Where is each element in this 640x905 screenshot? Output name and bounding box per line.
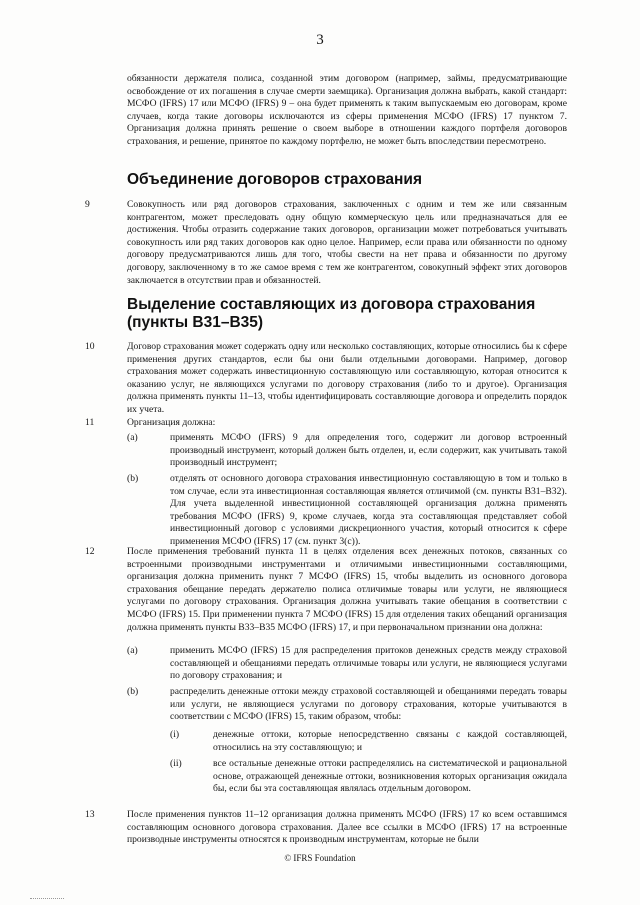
- paragraph-number-13: 13: [85, 809, 95, 820]
- paragraph-number-9: 9: [85, 199, 90, 210]
- paragraph-12-item-b-i-label: (i): [170, 729, 180, 740]
- paragraph-number-11: 11: [85, 417, 95, 428]
- paragraph-9-text: Совокупность или ряд договоров страхования, заключенных с одним и тем же или связанным контрагентом, может преследовать одну общую коммерческую цель или предназначаться для ее достижения. Чтобы отразить содержание таких договоров, организации может потребоваться учитывать совокупность или ряд таких договоров как одно целое. Например, если права или обязанности по одному договору предусматриваются лишь для того, чтобы свести на нет права и обязанности по другому договору, заключенному в то же самое время с тем же контрагентом, совокупный эффект этих договоров заключается в отсутствии прав и обязанностей.: [127, 199, 567, 286]
- intro-paragraph: обязанности держателя полиса, созданной этим договором (например, займы, предусматривающие освобождение от их погашения в случае смерти заемщика). Организация должна выбрать, какой стандарт: МСФО (IFRS) 17 или МСФО (IFRS) 9 – она будет применять к таким выпускаемым ею договорам, кроме случаев, когда такие договоры исключаются из сферы применения МСФО (IFRS) 17 пунктом 7. Организация должна принять решение о своем выборе в отношении каждого портфеля договоров страхования, и решение, принятое по каждому портфелю, не может быть впоследствии пересмотрено.: [127, 73, 567, 147]
- section-heading-combining-contracts: Объединение договоров страхования: [127, 171, 422, 188]
- paragraph-11-item-b-text: отделять от основного договора страхования инвестиционную составляющую в том и только в том случае, если эта инвестиционная составляющая является отличимой (см. пункты В31–В32). Для учета выделенной инвестиционной составляющей организация должна применять требования МСФО (IFRS) 9, кроме случаев, когда эта составляющая представляет собой инвестиционный договор с условиями дискреционного участия, который относится к сфере применения МСФО (IFRS) 17 (см. пункт 3(c)).: [170, 473, 567, 547]
- page-number: 3: [316, 32, 324, 48]
- paragraph-12-item-b-label: (b): [127, 686, 139, 697]
- paragraph-11-lead: Организация должна:: [127, 417, 216, 428]
- paragraph-12-item-a-text: применить МСФО (IFRS) 15 для распределения притоков денежных средств между страховой составляющей и обещаниями передать отличимые товары или услуги, не являющиеся услугами по договору страхования; и: [170, 645, 567, 682]
- paragraph-12-item-b-ii-label: (ii): [170, 758, 182, 769]
- paragraph-12-text: После применения требований пункта 11 в целях отделения всех денежных потоков, связанных со встроенными производными инструментами и отличимыми инвестиционными составляющими, организация должна применить пункт 7 МСФО (IFRS) 15, чтобы выделить из основного договора страхования обещание передать держателю полиса отличимые товары или услуги, не являющиеся услугами по договору страхования. Организация должна учитывать такие обещания в соответствии с МСФО (IFRS) 15. При применении пункта 7 МСФО (IFRS) 15 для отделения таких обещаний организация должна применять пункты В33–В35 МСФО (IFRS) 17, и при первоначальном признании она должна:: [127, 546, 567, 633]
- paragraph-10-text: Договор страхования может содержать одну или несколько составляющих, которые относились бы к сфере применения других стандартов, если бы они были отдельными договорами. Например, договор страхования может содержать инвестиционную составляющую или составляющую, которая относится к оказанию услуг, не являющихся услугами по договору страхования (либо то и другое). Организация должна применять пункты 11–13, чтобы идентифицировать составляющие договора и определить порядок их учета.: [127, 341, 567, 415]
- paragraph-12-item-a-label: (a): [127, 645, 138, 656]
- paragraph-12-item-b-i-text: денежные оттоки, которые непосредственно связаны с каждой составляющей, относились на эту составляющую; и: [213, 729, 567, 753]
- paragraph-11-item-a-text: применять МСФО (IFRS) 9 для определения того, содержит ли договор встроенный производный инструмент, который должен быть отделен, и, если содержит, как учитывать такой производный инструмент;: [170, 432, 567, 469]
- paragraph-11-item-b-label: (b): [127, 473, 139, 484]
- footer-copyright: © IFRS Foundation: [284, 853, 356, 863]
- paragraph-12-item-b-text: распределить денежные оттоки между страховой составляющей и обещаниями передать товары или услуги, не являющиеся услугами по договору страхования, которые учитываются в соответствии с МСФО (IFRS) 15, таким образом, чтобы:: [170, 686, 567, 723]
- scan-artifact: [30, 898, 64, 901]
- section-heading-separating-components-refs: (пункты В31–В35): [127, 314, 264, 331]
- paragraph-13-text: После применения пунктов 11–12 организация должна применять МСФО (IFRS) 17 ко всем оставшимся составляющим основного договора страхования. Далее все ссылки в МСФО (IFRS) 17 на встроенные производные инструменты относятся к производным инструментам, которые не были: [127, 809, 567, 846]
- section-heading-separating-components: Выделение составляющих из договора страхования: [127, 296, 536, 313]
- paragraph-number-12: 12: [85, 546, 95, 557]
- paragraph-12-item-b-ii-text: все остальные денежные оттоки распределялись на систематической и рациональной основе, отражающей денежные оттоки, возникновения которых организация ожидала бы, если бы эта составляющая являлась отдельным договором.: [213, 758, 567, 795]
- paragraph-11-item-a-label: (a): [127, 432, 138, 443]
- paragraph-number-10: 10: [85, 341, 95, 352]
